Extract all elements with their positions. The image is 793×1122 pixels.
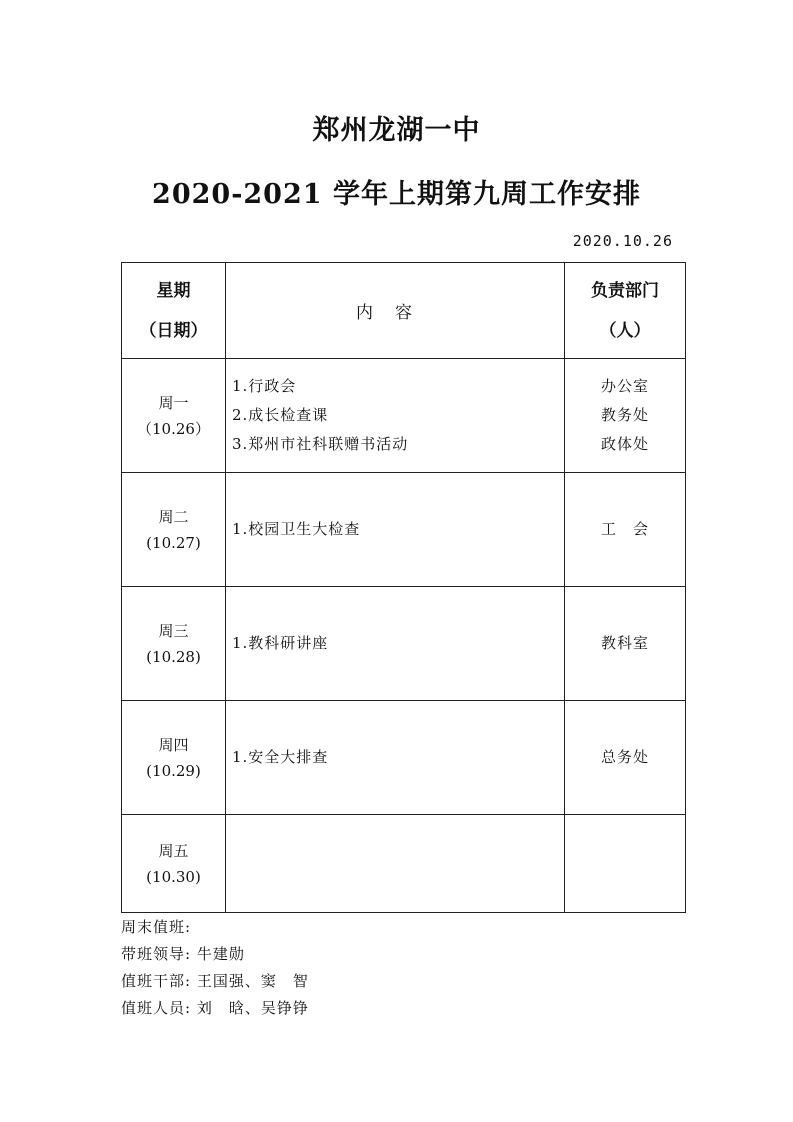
date-label: (10.28) [146, 647, 201, 666]
date-label: (10.29) [146, 761, 201, 780]
day-cell [122, 701, 226, 815]
content-item: 2.成长检查课 [232, 406, 329, 424]
table-header-row [122, 263, 686, 359]
header-content: 内容 [226, 263, 565, 359]
dept-item: 教科室 [600, 634, 649, 652]
table-row [122, 587, 686, 701]
content-item: 3.郑州市社科联赠书活动 [232, 435, 409, 453]
header-person-label: （人） [599, 320, 651, 341]
content-item: 1.校园卫生大检查 [232, 520, 361, 538]
dept-item: 总务处 [600, 748, 649, 766]
schedule-table [121, 262, 686, 913]
table-row [122, 701, 686, 815]
day-label: 周三 [158, 621, 189, 640]
day-cell [122, 815, 226, 913]
duty-roster [121, 914, 309, 1022]
school-name: 郑州龙湖一中 [312, 115, 481, 146]
dept-cell [565, 815, 686, 913]
content-item: 1.安全大排查 [232, 748, 329, 766]
header-date-label: （日期） [139, 320, 208, 341]
date-label: (10.27) [146, 533, 201, 552]
table-row [122, 815, 686, 913]
date-label: (10.30) [146, 867, 201, 886]
table-row [122, 473, 686, 587]
day-label: 周五 [158, 841, 189, 860]
content-cell [226, 815, 565, 913]
document-title: 2020-2021 学年上期第九周工作安排 [152, 179, 641, 210]
dept-item: 办公室 [600, 377, 649, 395]
header-dept-label: 负责部门 [591, 280, 659, 301]
day-cell [122, 359, 226, 473]
dept-cell [565, 701, 686, 815]
dept-item: 教务处 [600, 406, 649, 424]
content-item: 1.行政会 [232, 377, 297, 395]
duty-staff: 值班人员: 刘 晗、吴铮铮 [121, 999, 309, 1017]
date-label: （10.26） [137, 419, 210, 438]
content-cell [226, 701, 565, 815]
day-label: 周四 [158, 735, 189, 754]
content-cell [226, 359, 565, 473]
header-day-label: 星期 [156, 280, 191, 301]
content-cell [226, 587, 565, 701]
duty-leader: 带班领导: 牛建勋 [121, 945, 245, 963]
dept-cell [565, 587, 686, 701]
table-row [122, 359, 686, 473]
header-day [122, 263, 226, 359]
day-cell [122, 473, 226, 587]
header-dept [565, 263, 686, 359]
dept-cell [565, 359, 686, 473]
day-label: 周一 [158, 393, 189, 412]
document-date: 2020.10.26 [572, 232, 673, 250]
dept-item: 工 会 [600, 520, 649, 538]
duty-cadres: 值班干部: 王国强、窦 智 [121, 972, 309, 990]
content-cell [226, 473, 565, 587]
day-cell [122, 587, 226, 701]
day-label: 周二 [158, 507, 189, 526]
content-item: 1.教科研讲座 [232, 634, 329, 652]
dept-item: 政体处 [600, 435, 649, 453]
dept-cell [565, 473, 686, 587]
weekend-duty-label: 周末值班: [121, 918, 192, 936]
